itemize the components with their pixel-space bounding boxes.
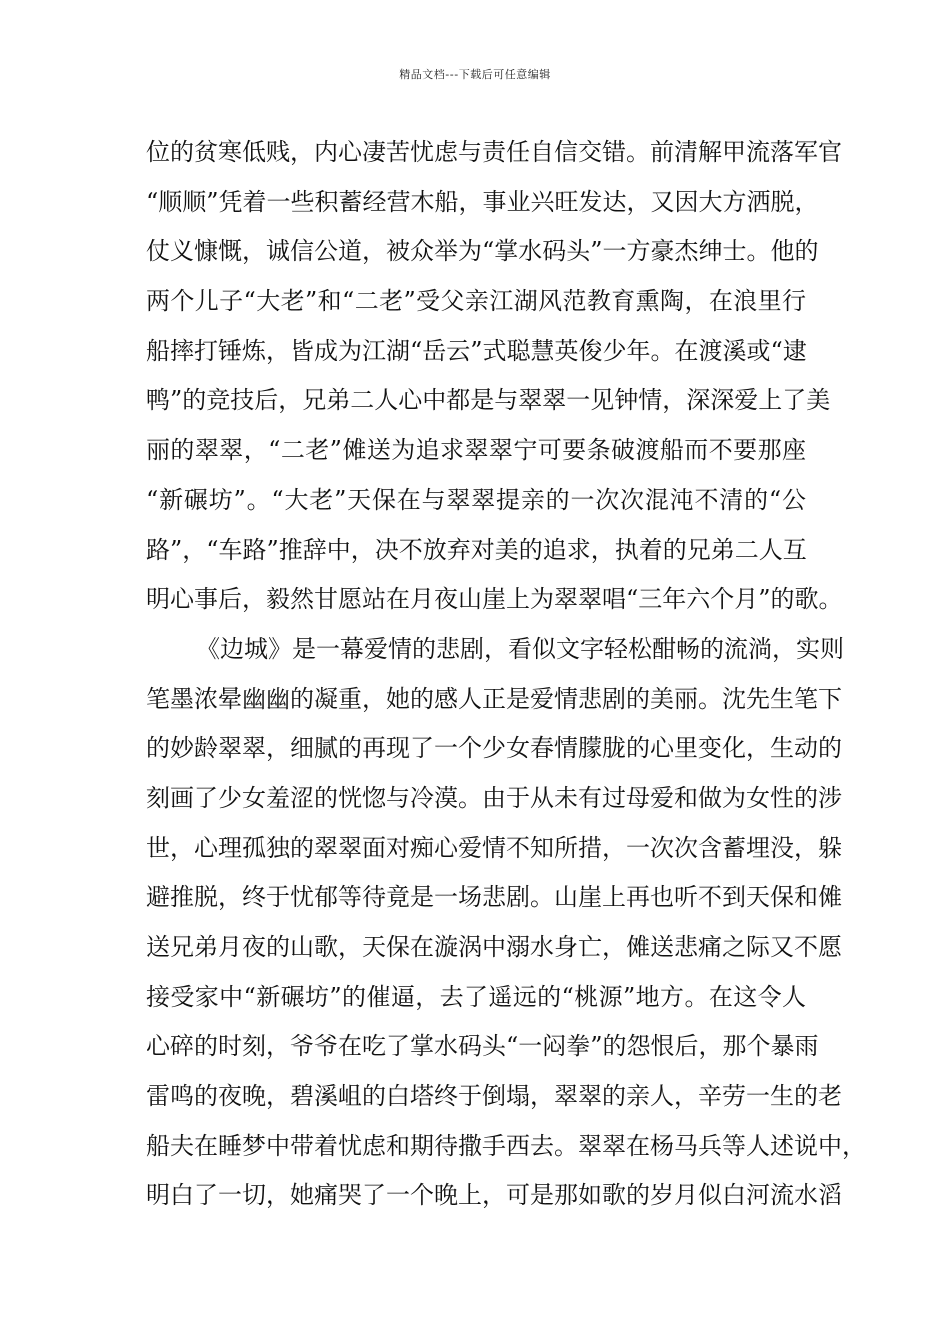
paragraph-line: 明白了一切，她痛哭了一个晚上，可是那如歌的岁月似白河流水滔 <box>146 1181 842 1210</box>
paragraph-line: 丽的翠翠，“二老”傩送为追求翠翠宁可要条破渡船而不要那座 <box>146 436 806 465</box>
paragraph-line: 心碎的时刻，爷爷在吃了掌水码头“一闷拳”的怨恨后，那个暴雨 <box>146 1032 819 1061</box>
paragraph-line: 位的贫寒低贱，内心凄苦忧虑与责任自信交错。前清解甲流落军官 <box>146 138 842 166</box>
paragraph-line: 送兄弟月夜的山歌，天保在漩涡中溺水身亡，傩送悲痛之际又不愿 <box>146 933 842 961</box>
paragraph-line: 避推脱，终于忧郁等待竟是一场悲剧。山崖上再也听不到天保和傩 <box>146 883 842 912</box>
paragraph-line: 船摔打锤炼，皆成为江湖“岳云”式聪慧英俊少年。在渡溪或“逮 <box>146 336 807 365</box>
paragraph-line: 船夫在睡梦中带着忧虑和期待撒手西去。翠翠在杨马兵等人述说中， <box>146 1131 866 1160</box>
page-header: 精品文档---下载后可任意编辑 <box>399 68 551 81</box>
paragraph-line: 刻画了少女羞涩的恍惚与冷漠。由于从未有过母爱和做为女性的涉 <box>146 783 842 812</box>
paragraph-line: 鸭”的竞技后，兄弟二人心中都是与翠翠一见钟情，深深爱上了美 <box>146 386 831 415</box>
paragraph-line: 路”，“车路”推辞中，决不放弃对美的追求，执着的兄弟二人互 <box>146 535 807 564</box>
document-body <box>146 128 866 1221</box>
paragraph-first-line: 《边城》是一幕爱情的悲剧，看似文字轻松酣畅的流淌，实则 <box>196 634 844 663</box>
paragraph-line: 两个儿子“大老”和“二老”受父亲江湖风范教育熏陶，在浪里行 <box>146 287 806 316</box>
paragraph-line: 仗义慷慨，诚信公道，被众举为“掌水码头”一方豪杰绅士。他的 <box>146 237 819 266</box>
paragraph-line: “顺顺”凭着一些积蓄经营木船，事业兴旺发达，又因大方洒脱， <box>146 187 819 216</box>
paragraph-line: 的妙龄翠翠，细腻的再现了一个少女春情朦胧的心里变化，生动的 <box>146 734 842 763</box>
paragraph-line: 接受家中“新碾坊”的催逼，去了遥远的“桃源”地方。在这令人 <box>146 982 806 1011</box>
paragraph-line-end: 明心事后，毅然甘愿站在月夜山崖上为翠翠唱“三年六个月”的歌。 <box>146 585 843 614</box>
paragraph-line: “新碾坊”。“大老”天保在与翠翠提亲的一次次混沌不清的“公 <box>146 485 806 514</box>
paragraph-line: 雷鸣的夜晚，碧溪岨的白塔终于倒塌，翠翠的亲人，辛劳一生的老 <box>146 1082 842 1111</box>
paragraph-line: 笔墨浓晕幽幽的凝重，她的感人正是爱情悲剧的美丽。沈先生笔下 <box>146 684 842 713</box>
paragraph-line: 世，心理孤独的翠翠面对痴心爱情不知所措，一次次含蓄埋没，躲 <box>146 833 842 862</box>
